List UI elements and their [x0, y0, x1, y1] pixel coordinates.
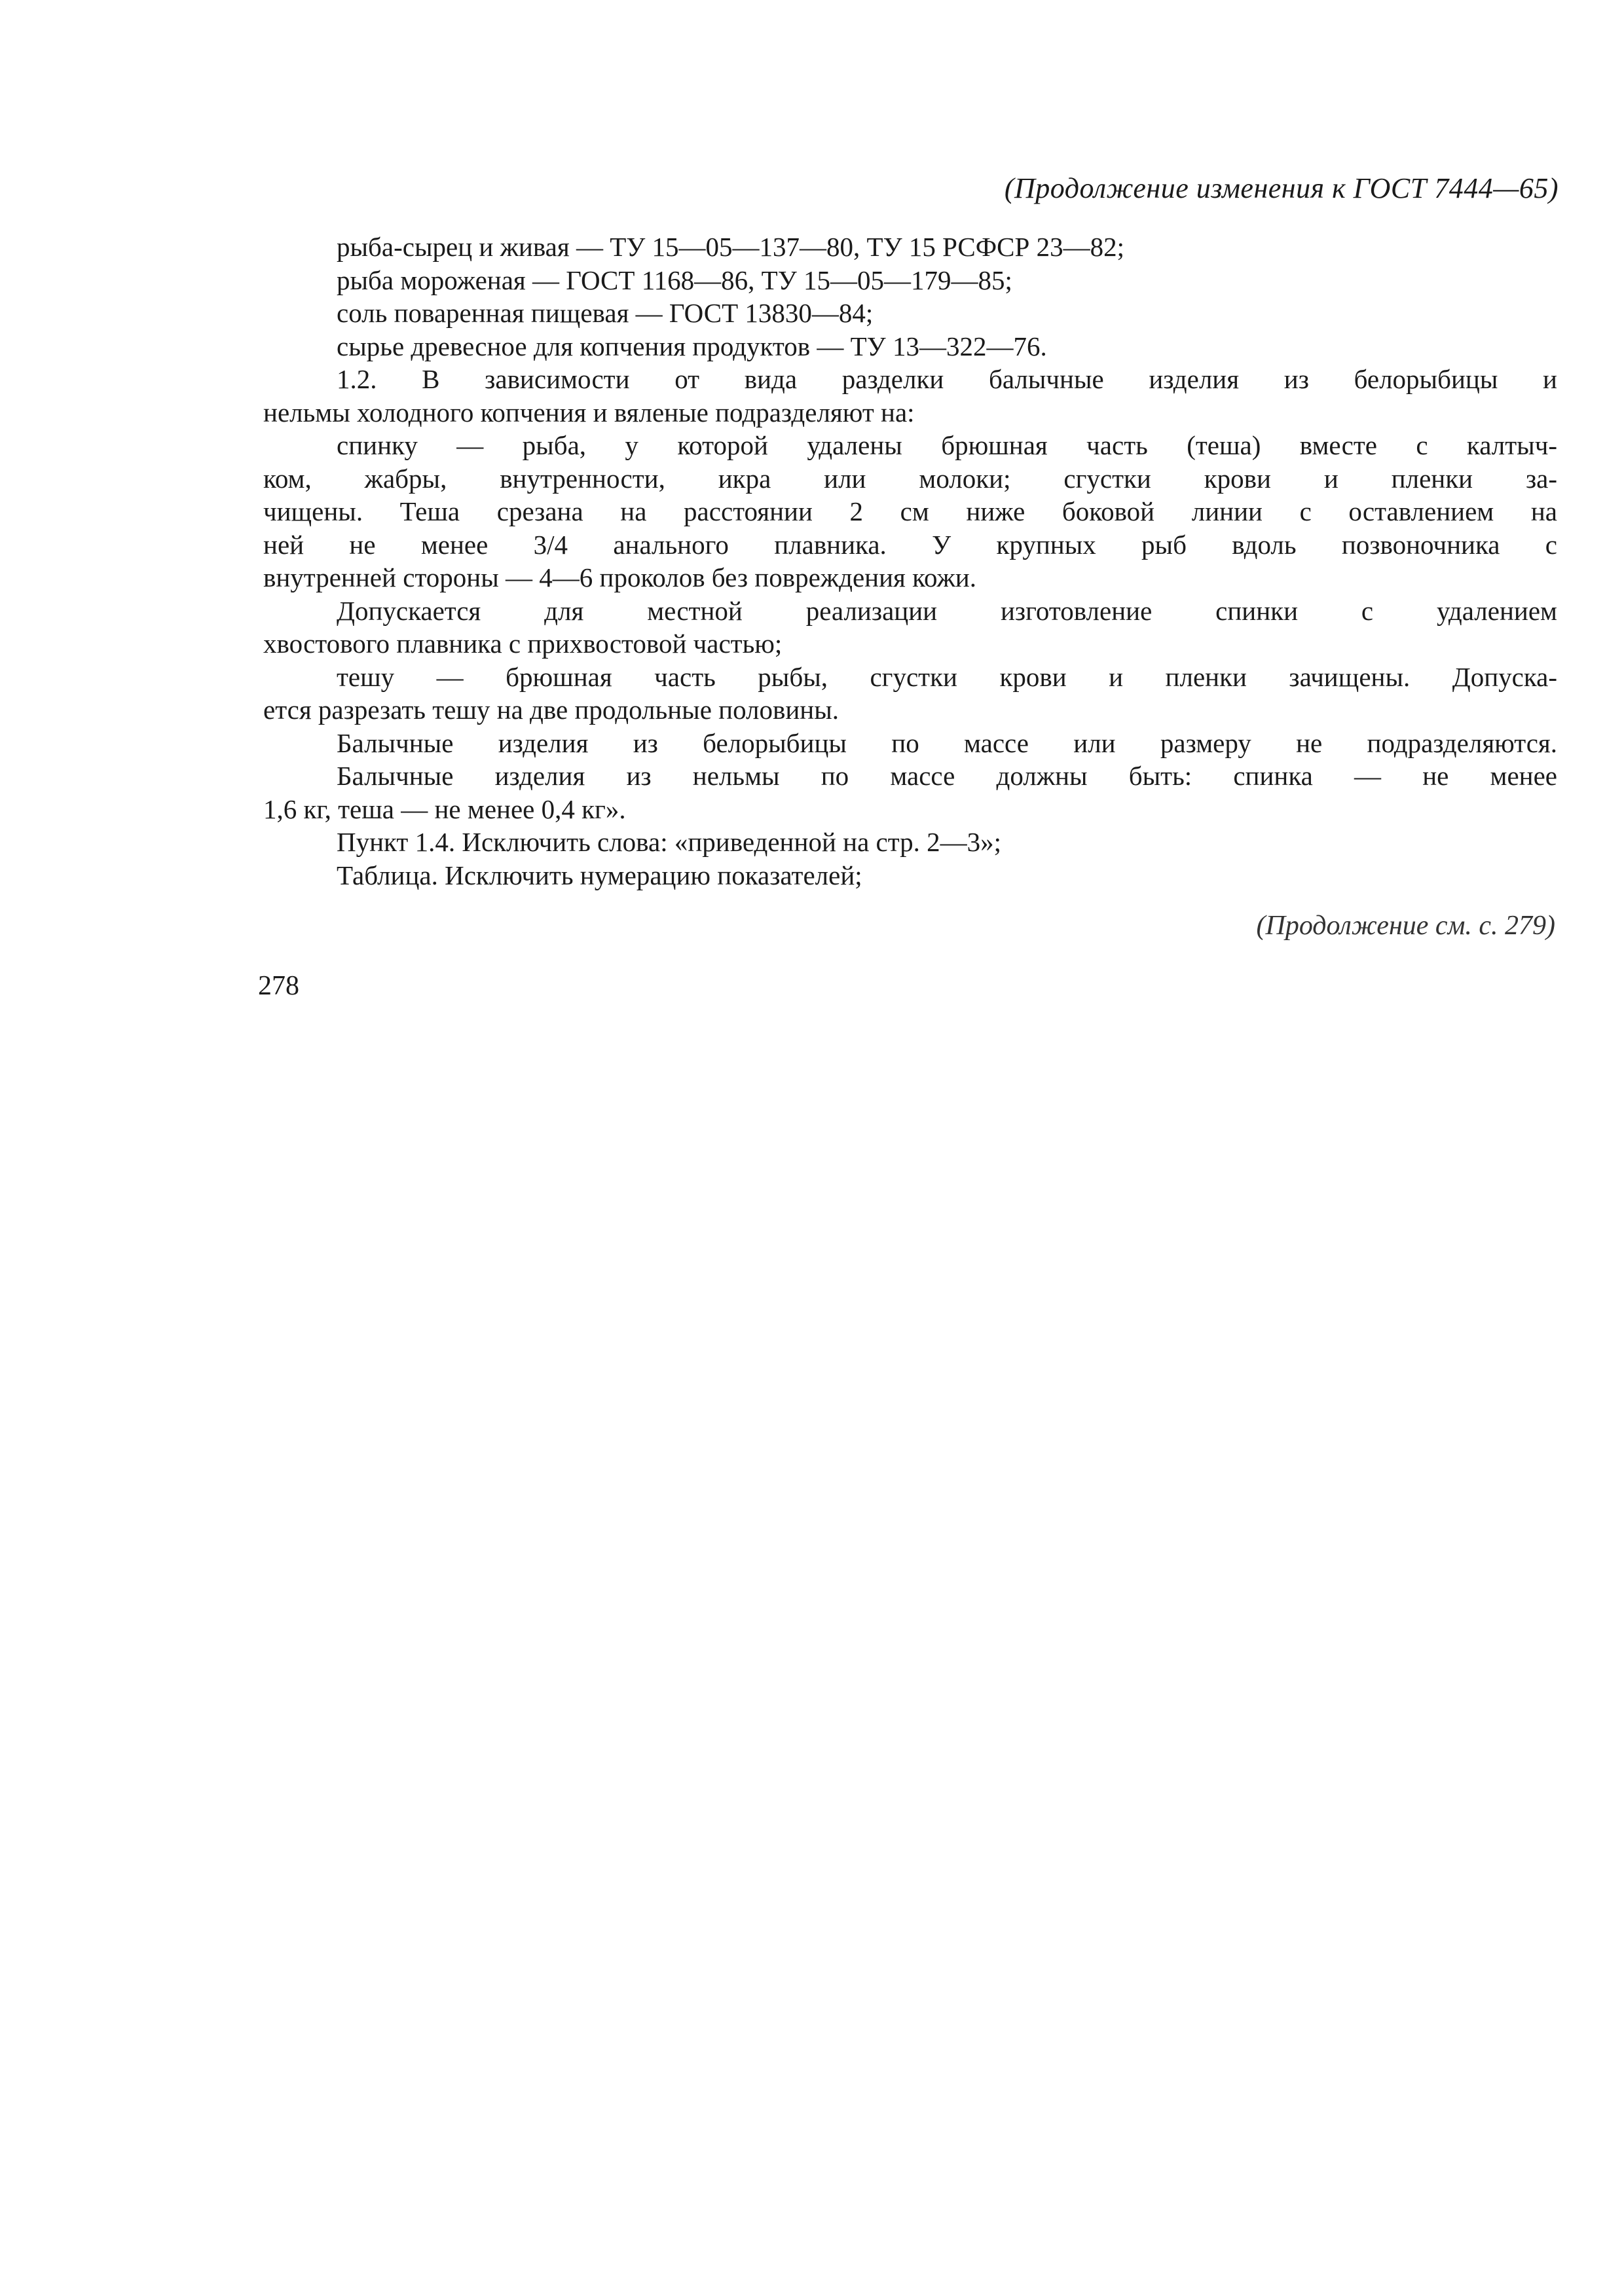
text-line: тешу — брюшная часть рыбы, сгустки крови и пленки зачищены. Допуска- — [337, 661, 1557, 692]
page-number: 278 — [258, 971, 299, 1001]
text-line: 1,6 кг, теша — не менее 0,4 кг». — [263, 793, 626, 824]
text-line: ется разрезать тешу на две продольные половины. — [263, 695, 840, 725]
text-line: сырье древесное для копчения продуктов — ТУ 13—322—76. — [337, 331, 1047, 361]
text-line: ней не менее 3/4 анального плавника. У крупных рыб вдоль позвоночника с — [263, 529, 1557, 560]
text-line: Допускается для местной реализации изготовление спинки с удалением — [337, 595, 1557, 626]
text-line: 1.2. В зависимости от вида разделки балычные изделия из белорыбицы и — [337, 364, 1557, 394]
text-line: рыба-сырец и живая — ТУ 15—05—137—80, ТУ 15 РСФСР 23—82; — [337, 232, 1124, 262]
text-line: внутренней стороны — 4—6 проколов без повреждения кожи. — [263, 562, 976, 592]
text-line: Балычные изделия из белорыбицы по массе или размеру не подразделяются. — [337, 727, 1557, 758]
text-line: ком, жабры, внутренности, икра или молоки; сгустки крови и пленки за- — [263, 463, 1557, 494]
text-line: хвостового плавника с прихвостовой частью; — [263, 629, 783, 659]
text-line: нельмы холодного копчения и вяленые подразделяют на: — [263, 397, 915, 428]
text-line: чищены. Теша срезана на расстоянии 2 см ниже боковой линии с оставлением на — [263, 496, 1557, 526]
text-line: рыба мороженая — ГОСТ 1168—86, ТУ 15—05—179—85; — [337, 264, 1012, 295]
body-text — [263, 230, 1557, 892]
text-line: Балычные изделия из нельмы по массе должны быть: спинка — не менее — [337, 761, 1557, 791]
running-header: (Продолжение изменения к ГОСТ 7444—65) — [1004, 172, 1559, 204]
text-line: соль поваренная пищевая — ГОСТ 13830—84; — [337, 298, 874, 328]
text-line: Таблица. Исключить нумерацию показателей; — [337, 860, 862, 890]
text-line: спинку — рыба, у которой удалены брюшная часть (теша) вместе с калтыч- — [337, 430, 1557, 460]
continuation-note: (Продолжение см. с. 279) — [1256, 911, 1555, 941]
text-line: Пункт 1.4. Исключить слова: «приведенной на стр. 2—3»; — [337, 827, 1002, 857]
